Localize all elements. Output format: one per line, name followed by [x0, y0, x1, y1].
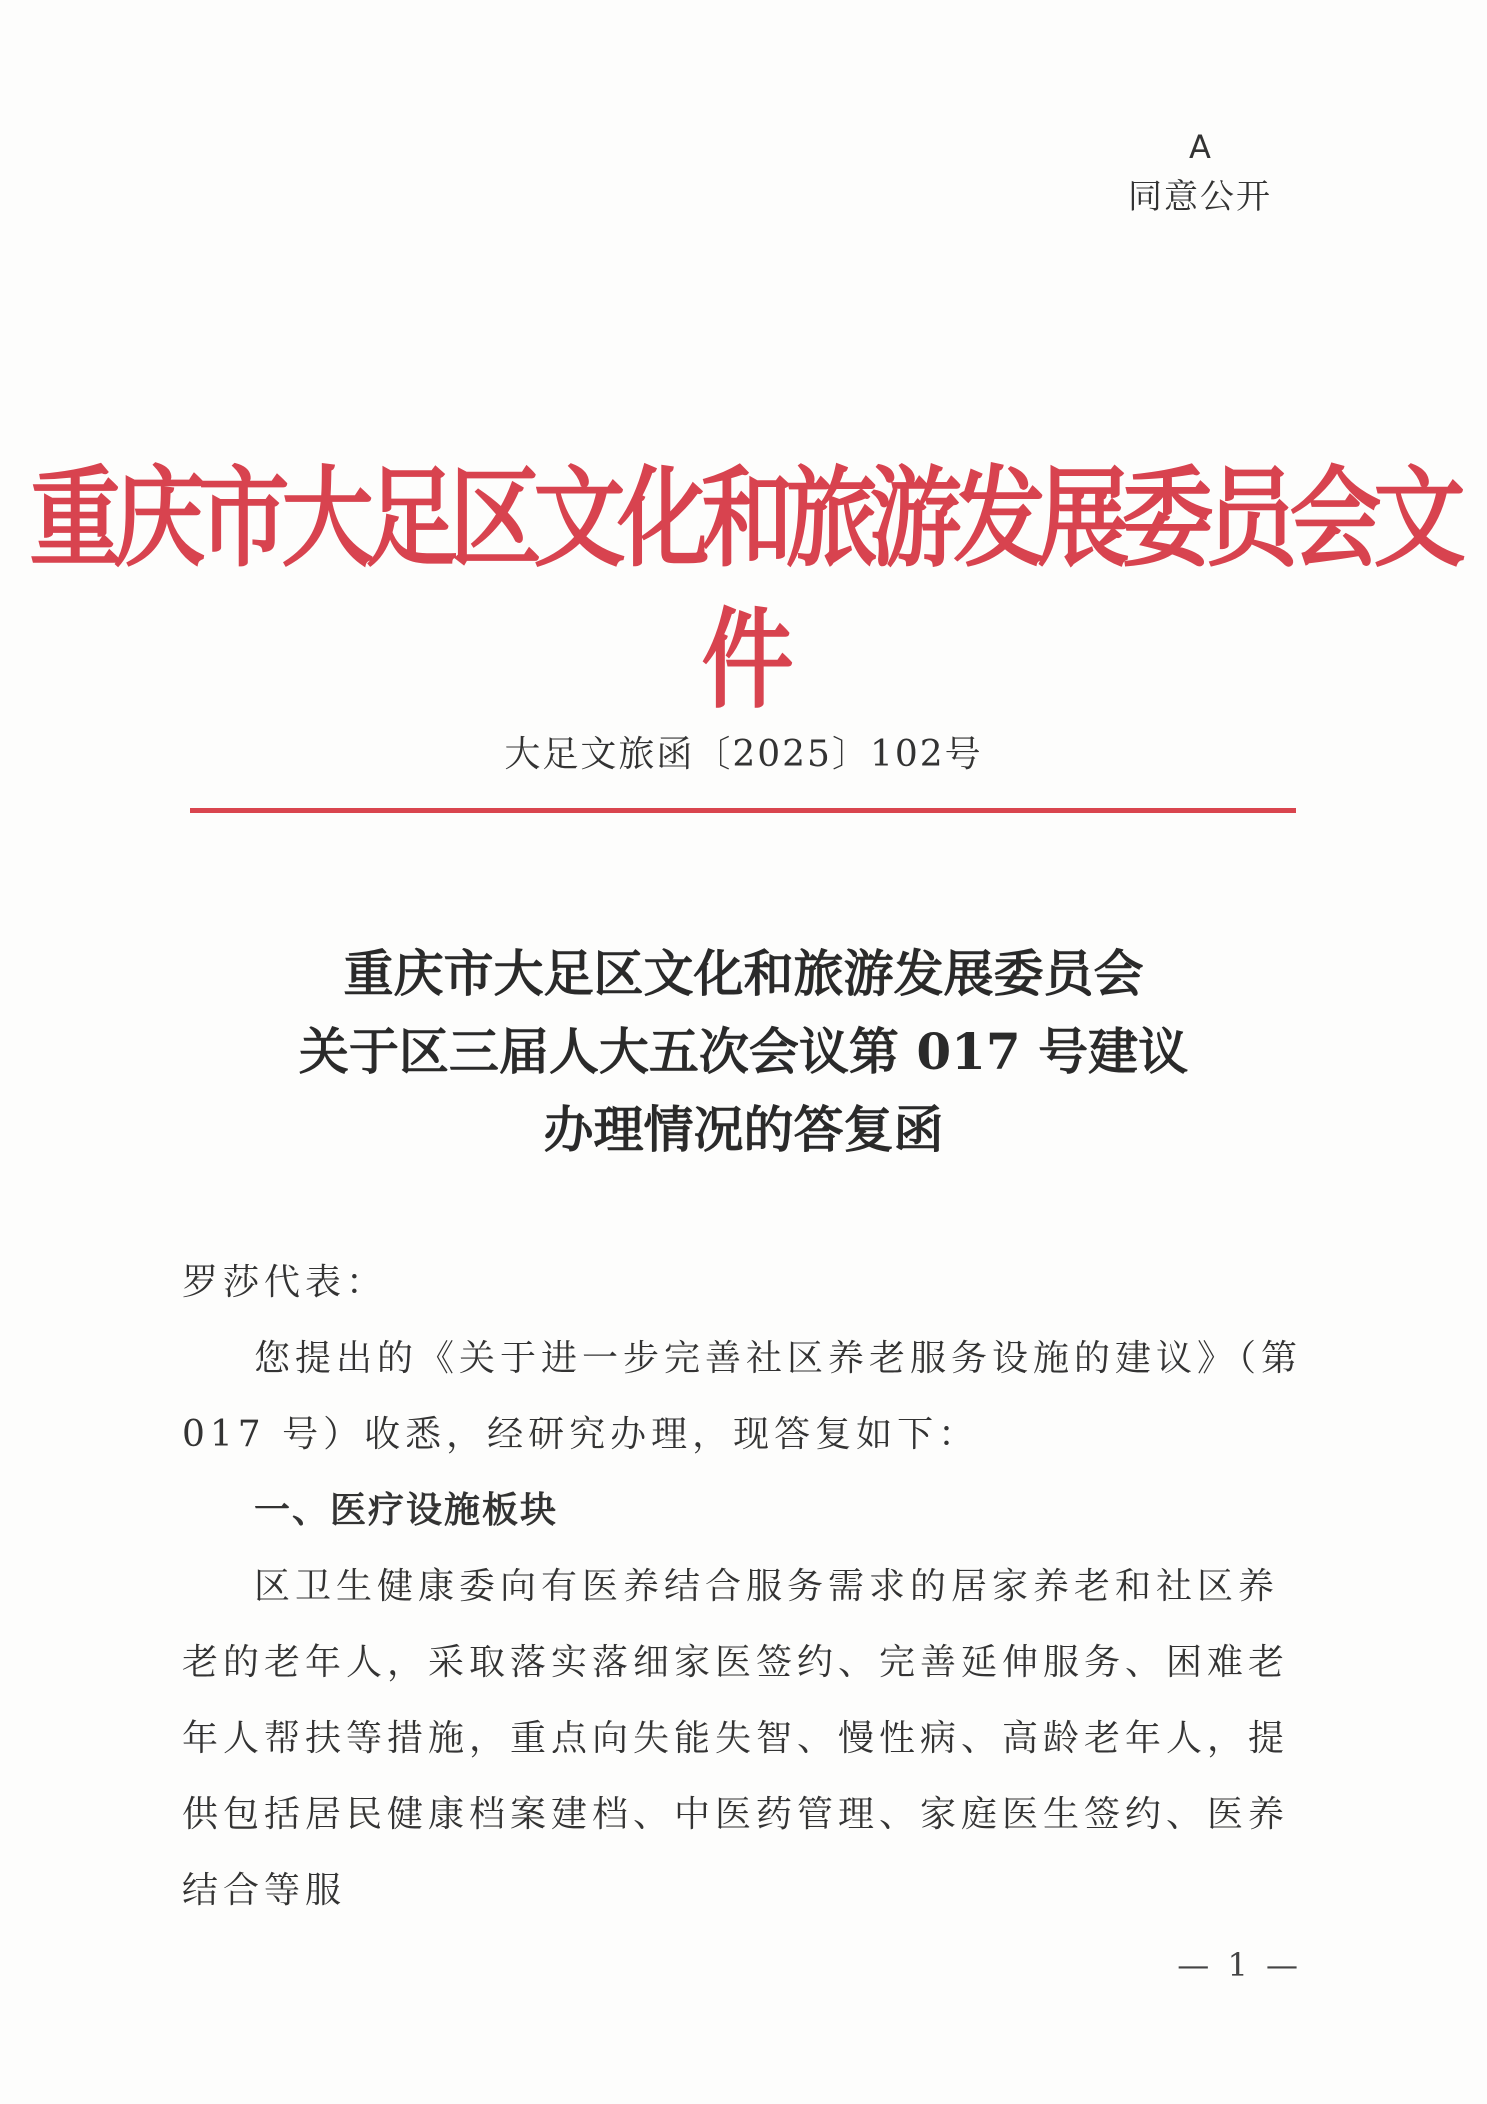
page-number: — 1 — — [1177, 1946, 1302, 1984]
document-body — [182, 1245, 1307, 1929]
title-line-3: 办理情况的答复函 — [543, 1100, 944, 1159]
disclosure-label: 同意公开 — [1128, 177, 1272, 217]
title-line-2: 关于区三届人大五次会议第 017 号建议 — [298, 1022, 1189, 1081]
section-heading-medical: 一、医疗设施板块 — [254, 1490, 559, 1531]
red-masthead: 重庆市大足区文化和旅游发展委员会文件 — [29, 455, 1458, 724]
title-line-1: 重庆市大足区文化和旅游发展委员会 — [343, 944, 1144, 1003]
disclosure-grade: A — [1189, 128, 1211, 166]
disclosure-mark — [1128, 125, 1272, 225]
document-title — [0, 935, 1487, 1169]
document-number: 大足文旅函〔2025〕102号 — [504, 734, 983, 775]
intro-paragraph: 您提出的《关于进一步完善社区养老服务设施的建议》（第 017 号）收悉，经研究办理，现答复如下： — [182, 1338, 1303, 1455]
section-paragraph-medical: 区卫生健康委向有医养结合服务需求的居家养老和社区养老的老年人，采取落实落细家医签约、完善延伸服务、困难老年人帮扶等措施，重点向失能失智、慢性病、高龄老年人，提供包括居民健康档案建档、中医药管理、家庭医生签约、医养结合等服 — [182, 1566, 1290, 1911]
salutation: 罗莎代表： — [182, 1262, 388, 1303]
red-separator-line — [190, 808, 1296, 813]
